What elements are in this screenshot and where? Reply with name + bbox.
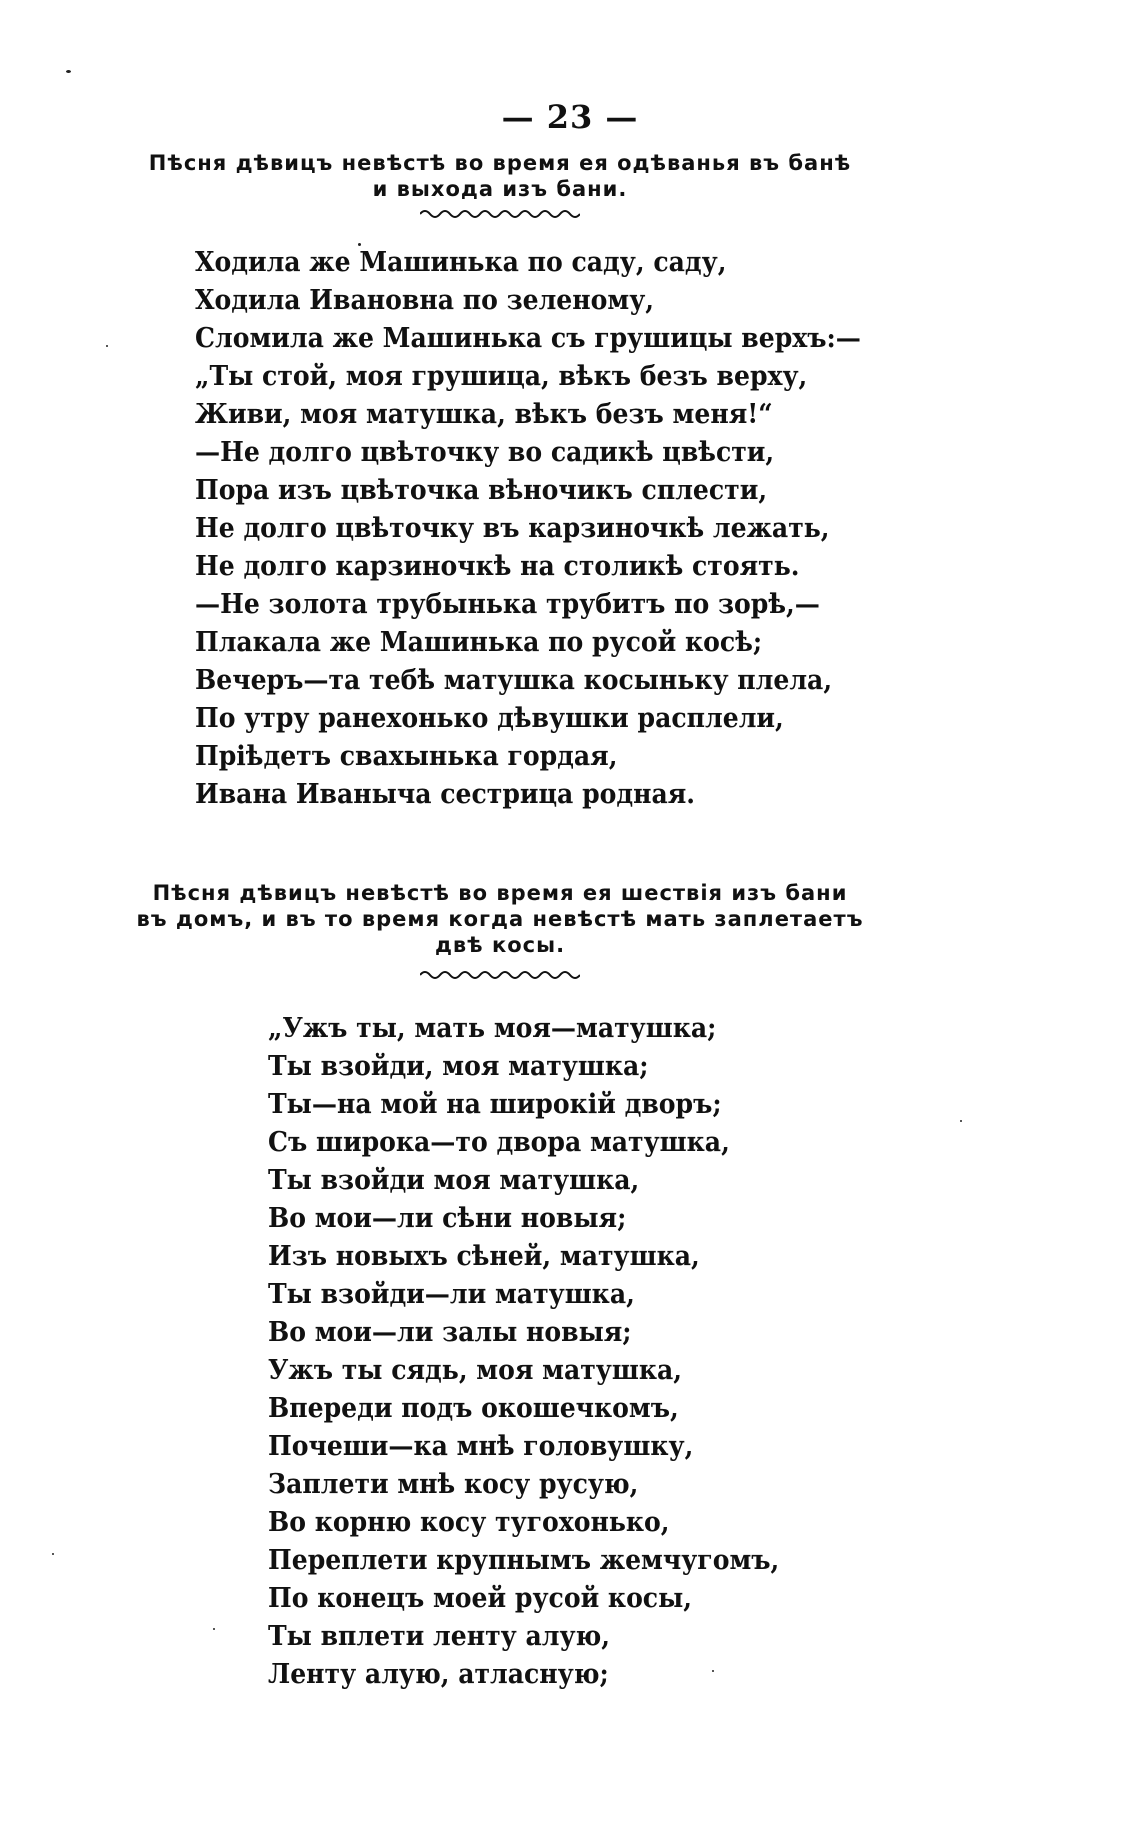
song1-heading xyxy=(30,150,970,202)
verse-line: —Не долго цвѣточку во садикѣ цвѣсти, xyxy=(195,437,775,468)
scan-speck xyxy=(712,1670,714,1672)
song2-heading-line: въ домъ, и въ то время когда невѣстѣ мать заплетаетъ xyxy=(136,907,864,931)
verse-line: Впереди подъ окошечкомъ, xyxy=(268,1393,679,1424)
verse-line: Ивана Иваныча сестрица родная. xyxy=(195,779,696,810)
verse-line: „Ты стой, моя грушица, вѣкъ безъ верху, xyxy=(195,361,808,392)
verse-line: Ленту алую, атласную; xyxy=(268,1659,609,1690)
song2-heading-line: двѣ косы. xyxy=(434,933,566,957)
verse-line: Ты взойди, моя матушка; xyxy=(268,1051,649,1082)
verse-line: Переплети крупнымъ жемчугомъ, xyxy=(268,1545,780,1576)
scan-speck xyxy=(358,243,361,246)
verse-line: Заплети мнѣ косу русую, xyxy=(268,1469,639,1500)
verse-line: По утру ранехонько дѣвушки расплели, xyxy=(195,703,784,734)
verse-line: Пора изъ цвѣточка вѣночикъ сплести, xyxy=(195,475,768,506)
verse-line: Ходила же Машинька по саду, саду, xyxy=(195,247,727,278)
song1-heading-line: и выхода изъ бани. xyxy=(372,177,628,201)
scan-speck xyxy=(106,345,108,347)
verse-line: По конецъ моей русой косы, xyxy=(268,1583,693,1614)
verse-line: Прiѣдетъ свахынька гордая, xyxy=(195,741,618,772)
verse-line: Не долго карзиночкѣ на столикѣ стоять. xyxy=(195,551,800,582)
verse-line: Ужъ ты сядь, моя матушка, xyxy=(268,1355,683,1386)
verse-line: Ты взойди моя матушка, xyxy=(268,1165,640,1196)
verse-line: Во корню косу тугохонько, xyxy=(268,1507,670,1538)
scan-speck xyxy=(213,1628,215,1630)
verse-line: Изъ новыхъ сѣней, матушка, xyxy=(268,1241,700,1272)
scan-speck xyxy=(960,1120,962,1122)
song2-heading-line: Пѣсня дѣвицъ невѣстѣ во время ея шествiя изъ бани xyxy=(152,881,848,905)
verse-line: Ходила Ивановна по зеленому, xyxy=(195,285,655,316)
verse-line: Сломила же Машинька съ грушицы верхъ:— xyxy=(195,323,861,354)
verse-line: Живи, моя матушка, вѣкъ безъ меня!“ xyxy=(195,399,773,430)
verse-line: Плакала же Машинька по русой косѣ; xyxy=(195,627,763,658)
verse-line: Ты—на мой на широкiй дворъ; xyxy=(268,1089,722,1120)
verse-line: Не долго цвѣточку въ карзиночкѣ лежать, xyxy=(195,513,830,544)
verse-line: Во мои—ли залы новыя; xyxy=(268,1317,632,1348)
verse-line: Во мои—ли сѣни новыя; xyxy=(268,1203,627,1234)
scan-speck xyxy=(52,1553,54,1555)
verse-line: Ты вплети ленту алую, xyxy=(268,1621,611,1652)
song2-verse xyxy=(268,1010,818,1694)
song2-heading xyxy=(30,880,970,958)
song1-verse xyxy=(195,244,911,814)
verse-line: „Ужъ ты, мать моя—матушка; xyxy=(268,1013,717,1044)
song1-heading-line: Пѣсня дѣвицъ невѣстѣ во время ея одѣванья въ банѣ xyxy=(148,151,852,175)
verse-line: Почеши—ка мнѣ головушку, xyxy=(268,1431,694,1462)
wavy-divider-2 xyxy=(420,969,580,981)
verse-line: Ты взойди—ли матушка, xyxy=(268,1279,635,1310)
verse-line: Съ широка—то двора матушка, xyxy=(268,1127,730,1158)
verse-line: —Не золота трубынька трубитъ по зорѣ,— xyxy=(195,589,820,620)
wavy-divider-1 xyxy=(420,208,580,220)
page-number: — 23 — xyxy=(501,98,639,136)
verse-line: Вечеръ—та тебѣ матушка косыньку плела, xyxy=(195,665,833,696)
scan-speck xyxy=(66,70,71,73)
